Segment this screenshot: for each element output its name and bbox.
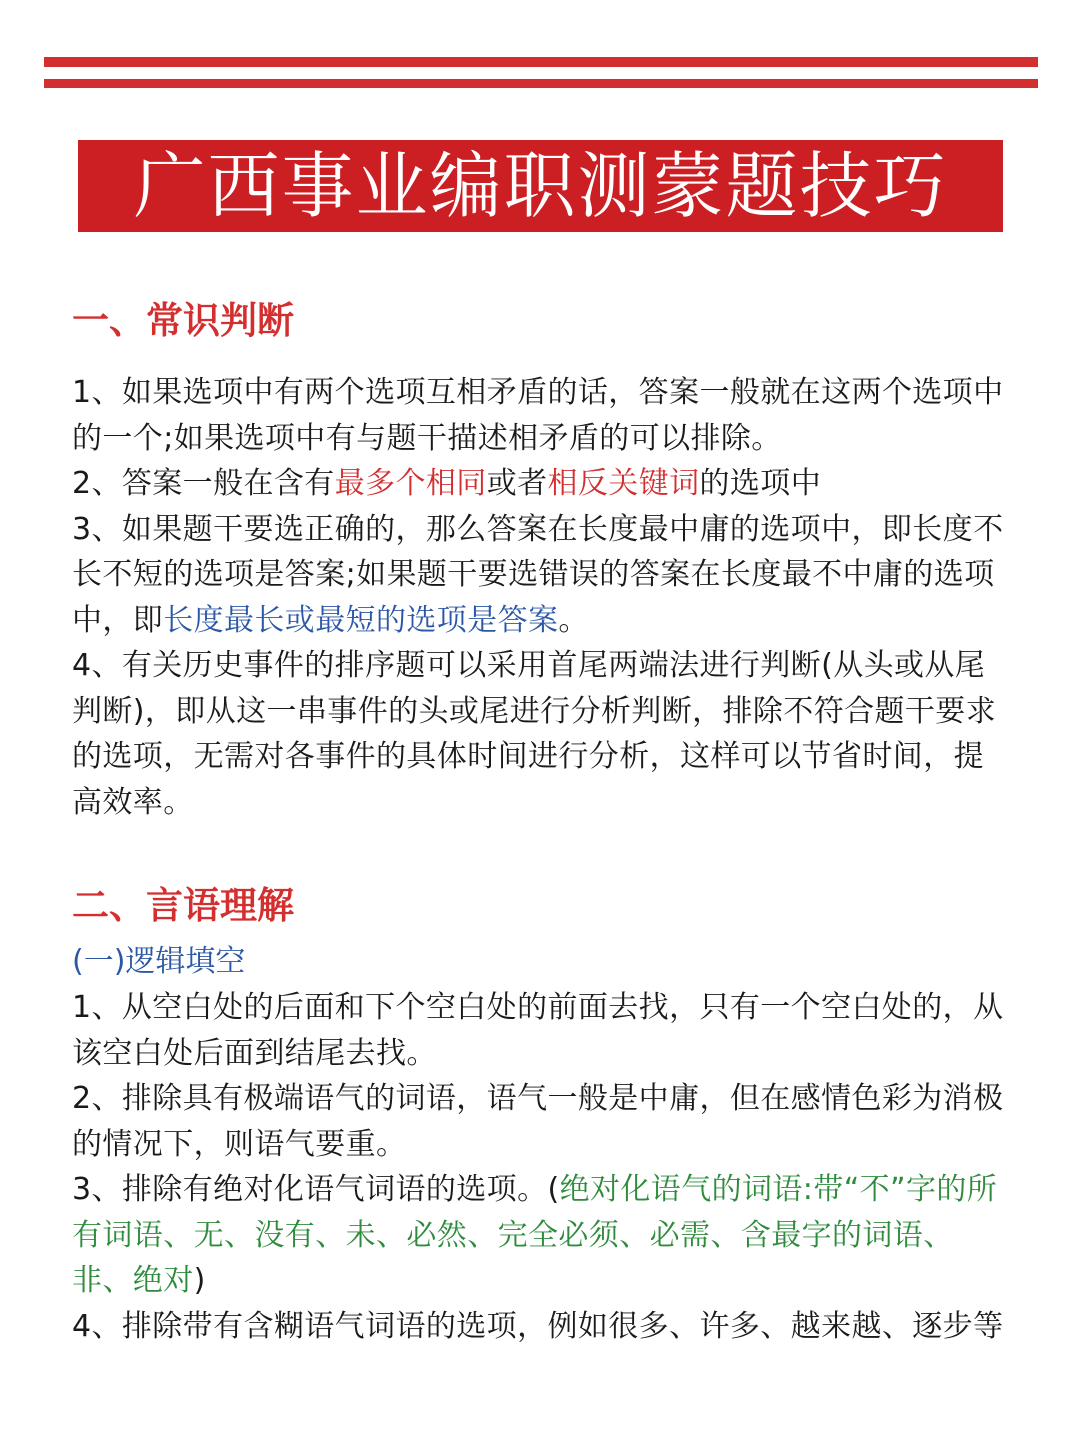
blue-highlight: 长度最长或最短的选项是答案: [163, 602, 559, 638]
item-text: 的选项中: [699, 466, 822, 501]
verbal-item-3: [72, 1167, 1012, 1304]
item-text: 3、如果题干要选正确的，那么答案在长度最中庸的选项中，即长度不长不短的选项是答案;如果题干要选错误的答案在长度最不中庸的选项中，即: [72, 511, 1004, 638]
item-text: 或者: [486, 466, 548, 501]
common-sense-item-2: [72, 461, 1012, 507]
section-heading-common-sense: 一、常识判断: [72, 299, 294, 342]
article-body: [72, 292, 1012, 1349]
common-sense-item-1: 1、如果选项中有两个选项互相矛盾的话，答案一般就在这两个选项中的一个;如果选项中有与题干描述相矛盾的可以排除。: [72, 375, 1004, 456]
common-sense-item-4: 4、有关历史事件的排序题可以采用首尾两端法进行判断(从头或从尾判断)，即从这一串事件的头或尾进行分析判断，排除不符合题干要求的选项，无需对各事件的具体时间进行分析，这样可以节省时间，提高效率。: [72, 648, 997, 820]
subheading-logic-fill: (一)逻辑填空: [72, 944, 246, 979]
verbal-item-1: 1、从空白处的后面和下个空白处的前面去找，只有一个空白处的，从该空白处后面到结尾去找。: [72, 990, 1004, 1071]
page-title: 广西事业编职测蒙题技巧: [78, 140, 1003, 232]
section-heading-verbal: 二、言语理解: [72, 884, 294, 927]
red-highlight: 相反关键词: [547, 466, 700, 501]
red-highlight: 最多个相同: [334, 466, 487, 501]
item-text: 。: [558, 602, 589, 638]
top-red-rule: [44, 57, 1038, 67]
green-highlight: 绝对化语气的词语:带“不”字的所有词语、无、没有、未、必然、完全必须、必需、含最字的词语、非、绝对: [72, 1172, 998, 1298]
bottom-red-rule: [44, 79, 1038, 88]
verbal-item-2: 2、排除具有极端语气的词语，语气一般是中庸，但在感情色彩为消极的情况下，则语气要重。: [72, 1081, 1004, 1162]
item-text: 3、排除有绝对化语气词语的选项。(: [72, 1172, 560, 1207]
item-text: 2、答案一般在含有: [72, 466, 335, 501]
common-sense-item-3: [72, 507, 1012, 644]
item-text: ): [193, 1263, 206, 1298]
verbal-item-4: 4、排除带有含糊语气词语的选项，例如很多、许多、越来越、逐步等: [72, 1308, 1004, 1344]
